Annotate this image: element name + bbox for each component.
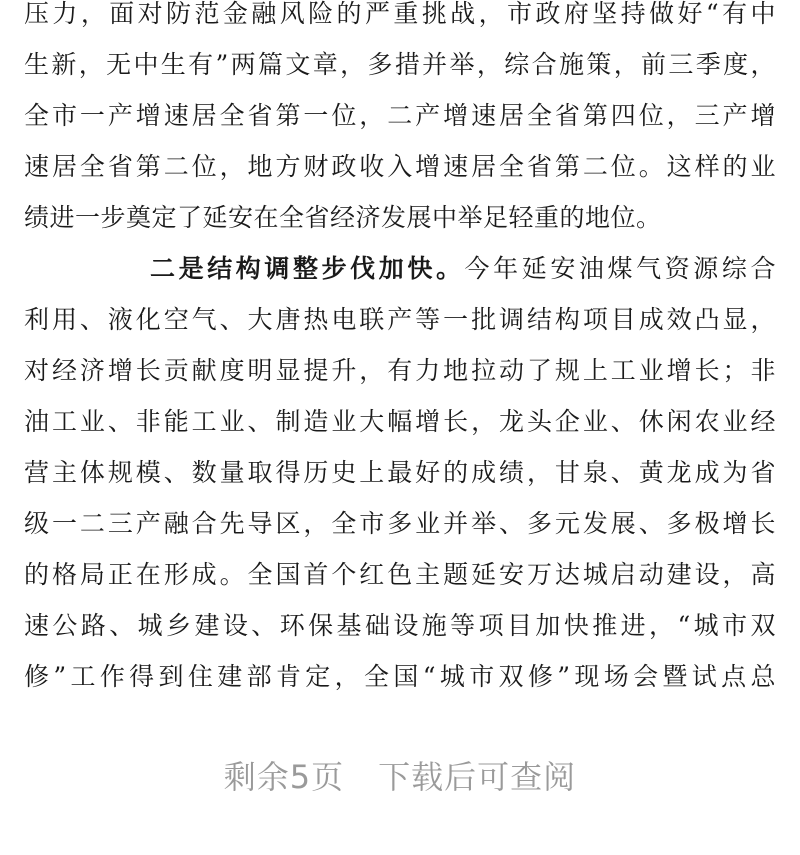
download-to-view-link[interactable] — [0, 752, 800, 798]
text-line: 油工业、非能工业、制造业大幅增长，龙头企业、休闲农业经 — [24, 407, 776, 436]
text-line: 对经济增长贡献度明显提升，有力地拉动了规上工业增长；非 — [24, 356, 776, 385]
paragraph-heading-line — [24, 243, 776, 294]
text-line: 速居全省第二位，地方财政收入增速居全省第二位。这样的业 — [24, 152, 776, 181]
text-line: 压力，面对防范金融风险的严重挑战，市政府坚持做好“有中 — [24, 0, 776, 28]
text-line: 利用、液化空气、大唐热电联产等一批调结构项目成效凸显， — [24, 305, 776, 334]
document-body — [24, 0, 776, 702]
text-line: 绩进一步奠定了延安在全省经济发展中举足轻重的地位。 — [24, 203, 662, 232]
download-prompt-text: 下载后可查阅 — [378, 758, 577, 796]
text-line: 全市一产增速居全省第一位，二产增速居全省第四位，三产增 — [24, 101, 776, 130]
text-line: 速公路、城乡建设、环保基础设施等项目加快推进，“城市双 — [24, 611, 776, 640]
text-line: 生新，无中生有”两篇文章，多措并举，综合施策，前三季度， — [24, 50, 776, 79]
text-line: 级一二三产融合先导区，全市多业并举、多元发展、多极增长 — [24, 509, 776, 538]
paragraph-heading: 二是结构调整步伐加快。 — [150, 254, 465, 283]
text-line: 今年延安油煤气资源综合 — [464, 254, 776, 283]
remaining-pages-text: 剩余5页 — [223, 758, 345, 796]
text-line: 的格局正在形成。全国首个红色主题延安万达城启动建设，高 — [24, 560, 776, 589]
text-line: 营主体规模、数量取得历史上最好的成绩，甘泉、黄龙成为省 — [24, 458, 776, 487]
text-line: 修”工作得到住建部肯定，全国“城市双修”现场会暨试点总 — [24, 662, 776, 691]
